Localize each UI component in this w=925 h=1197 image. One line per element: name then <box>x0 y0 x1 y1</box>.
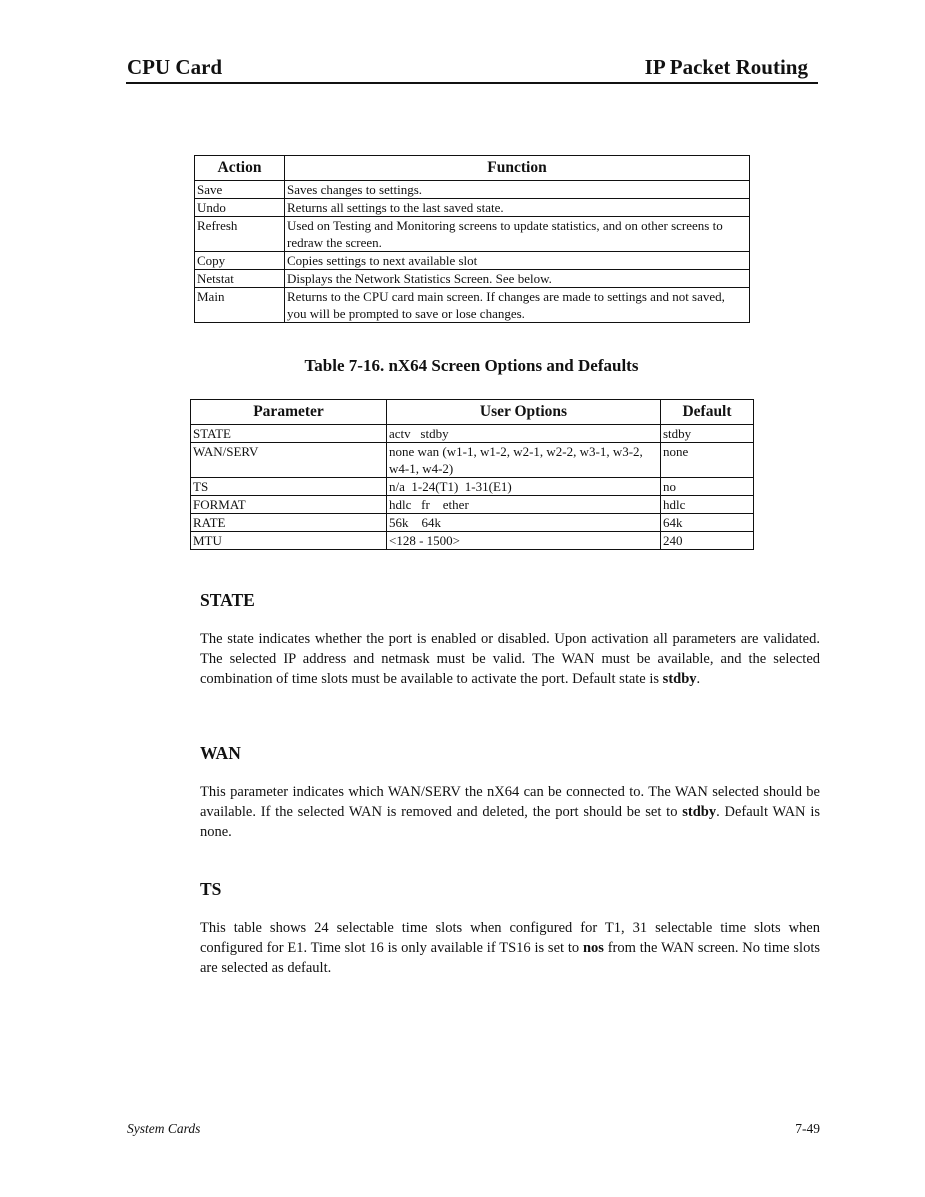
action-cell: Netstat <box>195 270 285 288</box>
table-row <box>191 443 754 478</box>
parameter-cell: FORMAT <box>191 496 387 514</box>
table-row <box>195 199 750 217</box>
state-section <box>200 590 820 689</box>
section-paragraph <box>200 629 820 689</box>
function-cell: Saves changes to settings. <box>285 181 750 199</box>
header-chapter-title: CPU Card <box>127 55 223 79</box>
footer-section-name: System Cards <box>127 1121 201 1136</box>
params-table <box>190 399 754 550</box>
table-row <box>191 478 754 496</box>
section-paragraph <box>200 918 820 978</box>
action-cell: Refresh <box>195 217 285 252</box>
options-cell: <128 - 1500> <box>387 532 661 550</box>
default-cell: none <box>661 443 754 478</box>
action-cell: Save <box>195 181 285 199</box>
column-header: Default <box>661 400 754 425</box>
options-cell: n/a 1-24(T1) 1-31(E1) <box>387 478 661 496</box>
table-row <box>195 270 750 288</box>
function-cell: Returns to the CPU card main screen. If changes are made to settings and not saved, you will be prompted to save or lose changes. <box>285 288 750 323</box>
options-cell: hdlc fr ether <box>387 496 661 514</box>
paragraph-bold-term: stdby <box>682 804 717 820</box>
footer-page-number: 7-49 <box>795 1121 820 1136</box>
parameter-cell: MTU <box>191 532 387 550</box>
table-row <box>191 532 754 550</box>
parameter-cell: WAN/SERV <box>191 443 387 478</box>
default-cell: 64k <box>661 514 754 532</box>
header-rule <box>126 82 818 84</box>
table-row <box>195 252 750 270</box>
table-header-row <box>191 400 754 425</box>
options-cell: actv stdby <box>387 425 661 443</box>
function-cell: Displays the Network Statistics Screen. See below. <box>285 270 750 288</box>
wan-section <box>200 743 820 842</box>
section-heading: TS <box>200 879 222 899</box>
section-paragraph <box>200 782 820 842</box>
default-cell: 240 <box>661 532 754 550</box>
options-cell: 56k 64k <box>387 514 661 532</box>
table-row <box>191 425 754 443</box>
options-cell: none wan (w1-1, w1-2, w2-1, w2-2, w3-1, w3-2, w4-1, w4-2) <box>387 443 661 478</box>
column-header: Parameter <box>191 400 387 425</box>
action-cell: Main <box>195 288 285 323</box>
parameter-cell: RATE <box>191 514 387 532</box>
paragraph-text: . <box>696 671 701 687</box>
default-cell: no <box>661 478 754 496</box>
default-cell: hdlc <box>661 496 754 514</box>
table-caption: Table 7-16. nX64 Screen Options and Defaults <box>304 356 639 375</box>
paragraph-bold-term: nos <box>582 940 604 956</box>
ts-section <box>200 879 820 978</box>
table-row <box>195 217 750 252</box>
paragraph-text: from the WAN screen. No time slots are selected as default. <box>200 940 821 976</box>
function-cell: Returns all settings to the last saved state. <box>285 199 750 217</box>
column-header: User Options <box>387 400 661 425</box>
default-cell: stdby <box>661 425 754 443</box>
column-header: Action <box>195 156 285 181</box>
function-cell: Copies settings to next available slot <box>285 252 750 270</box>
paragraph-text: This parameter indicates which WAN/SERV the nX64 can be connected to. The WAN selected should be available. If the selected WAN is removed and deleted, the port should be set to <box>200 784 820 820</box>
function-cell: Used on Testing and Monitoring screens to update statistics, and on other screens to redraw the screen. <box>285 217 750 252</box>
parameter-cell: STATE <box>191 425 387 443</box>
actions-table <box>194 155 750 323</box>
section-heading: STATE <box>200 590 255 610</box>
table-row <box>195 288 750 323</box>
paragraph-text: . Default WAN is none. <box>200 804 820 840</box>
header-section-title: IP Packet Routing <box>644 55 808 79</box>
paragraph-text: This table shows 24 selectable time slots when configured for T1, 31 selectable time slots when configured for E1. Time slot 16 is only available if TS16 is set to <box>200 920 820 956</box>
paragraph-bold-term: stdby <box>662 671 697 687</box>
section-heading: WAN <box>200 743 241 763</box>
table-row <box>191 514 754 532</box>
table-header-row <box>195 156 750 181</box>
action-cell: Undo <box>195 199 285 217</box>
column-header: Function <box>285 156 750 181</box>
table-row <box>191 496 754 514</box>
action-cell: Copy <box>195 252 285 270</box>
table-row <box>195 181 750 199</box>
parameter-cell: TS <box>191 478 387 496</box>
paragraph-text: The state indicates whether the port is enabled or disabled. Upon activation all parameters are validated. The selected IP address and netmask must be valid. The WAN must be available, and the selected combination of time slots must be available to activate the port. Default state is <box>200 631 820 687</box>
